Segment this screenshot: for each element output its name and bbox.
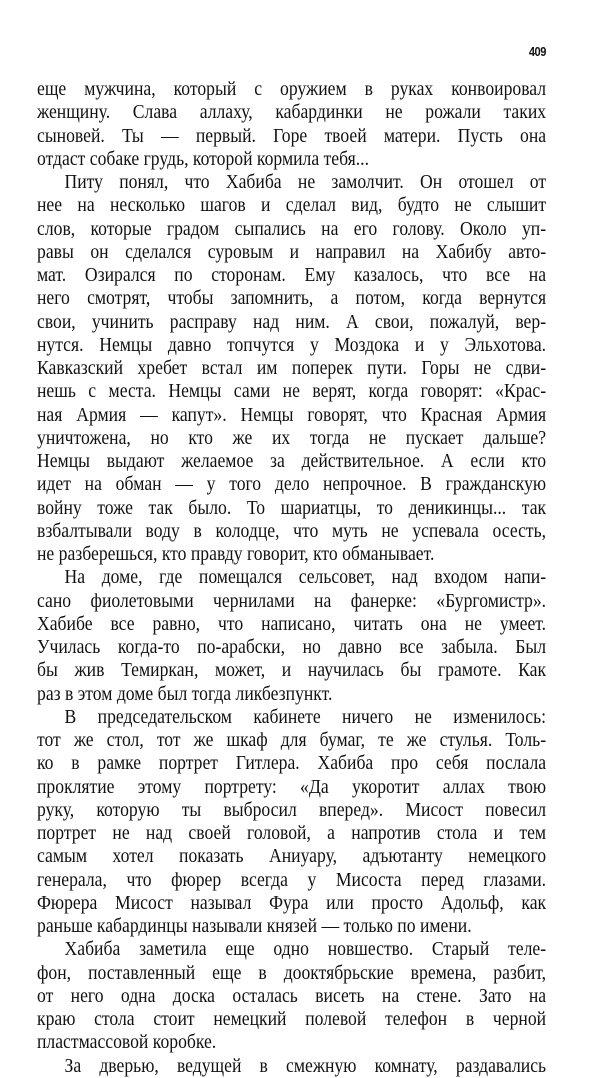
text-line: тот же стол, тот же шкаф для бумаг, те же стулья. Толь- — [37, 729, 547, 751]
text-line: еще мужчина, который с оружием в руках конвоировал — [37, 78, 547, 100]
paragraph-first-line: Питу понял, что Хабиба не замолчит. Он отошел от — [64, 171, 547, 193]
text-line: портрет не над своей головой, а напротив стола и тем — [37, 822, 547, 844]
text-line: нешь с места. Немцы сами не верят, когда говорят: «Крас- — [37, 380, 547, 403]
text-line: ная Армия — капут». Немцы говорят, что Красная Армия — [37, 403, 547, 426]
text-line: идет на обман — у того дело непрочное. В гражданскую — [37, 473, 547, 496]
text-line: не разберешься, кто правду говорит, кто обманывает. — [37, 543, 435, 565]
text-line: отдаст собаке грудь, которой кормила тебя... — [37, 147, 369, 170]
paragraph-first-line: За дверью, ведущей в смежную комнату, раздавались — [64, 1054, 547, 1077]
text-line: руку, которую ты выбросил вперед». Мисост повесил — [37, 798, 547, 821]
page-number: 409 — [528, 44, 546, 59]
text-line: Училась когда-то по-арабски, но давно все забыла. Был — [37, 636, 547, 658]
text-line: бы жив Темиркан, может, и научилась бы грамоте. Как — [37, 659, 547, 682]
text-line: женщину. Слава аллаху, кабардинки не рожали таких — [37, 101, 547, 124]
text-line: сыновей. Ты — первый. Горе твоей матери. Пусть она — [37, 124, 547, 147]
paragraph-first-line: В председательском кабинете ничего не изменилось: — [64, 705, 547, 728]
text-line: свои, учинить расправу над ним. А свои, пожалуй, вер- — [37, 310, 547, 333]
text-line: него смотрят, чтобы запомнить, а потом, когда вернутся — [37, 287, 547, 310]
text-line: пластмассовой коробке. — [37, 1031, 217, 1054]
text-line: войну тоже так было. То шариатцы, то деникинцы... так — [37, 496, 547, 519]
paragraph-first-line: Хабиба заметила еще одно новшество. Старый теле- — [64, 938, 547, 961]
text-line: от него одна доска осталась висеть на стене. Зато на — [37, 984, 547, 1007]
text-line: нутся. Немцы давно топчутся у Моздока и у Эльхотова. — [37, 333, 547, 356]
text-line: сано фиолетовыми чернилами на фанерке: «Бургомистр». — [37, 589, 547, 612]
text-line: уничтожена, но кто же их тогда не пускает дальше? — [37, 426, 547, 449]
body-text — [37, 78, 546, 1078]
text-line: раз в этом доме был тогда ликбезпункт. — [37, 682, 333, 705]
text-line: ко в рамке портрет Гитлера. Хабиба про себя послала — [37, 752, 547, 775]
text-line: Хабибе все равно, что написано, читать она не умеет. — [37, 612, 547, 635]
text-line: взбалтывали воду в колодце, что муть не успевала осесть, — [37, 519, 547, 542]
paragraph-first-line: На доме, где помещался сельсовет, над входом напи- — [64, 566, 547, 589]
text-line: нее на несколько шагов и сделал вид, будто не слышит — [37, 194, 547, 217]
text-line: Фюрера Мисост называл Фура или просто Адольф, как — [37, 891, 547, 914]
text-line: равы он сделался суровым и направил на Хабибу авто- — [37, 240, 547, 263]
text-line: фон, поставленный еще в дооктябрьские времена, разбит, — [37, 961, 547, 984]
text-line: генерала, что фюрер всегда у Мисоста перед глазами. — [37, 868, 547, 891]
text-line: раньше кабардинцы называли князей — только по имени. — [37, 915, 472, 937]
text-line: Кавказский хребет встал им поперек пути. Горы не сдви- — [37, 357, 547, 379]
text-line: слов, которые градом сыпались на его голову. Около уп- — [37, 217, 547, 240]
text-line: самым хотел показать Аниуару, адъютанту немецкого — [37, 845, 547, 868]
text-line: проклятие этому портрету: «Да укоротит аллах твою — [37, 775, 547, 798]
text-line: Немцы выдают желаемое за действительное. А если кто — [37, 450, 547, 472]
text-line: краю стола стоит немецкий полевой телефон в черной — [37, 1008, 547, 1030]
text-line: мат. Озирался по сторонам. Ему казалось, что все на — [37, 264, 547, 286]
